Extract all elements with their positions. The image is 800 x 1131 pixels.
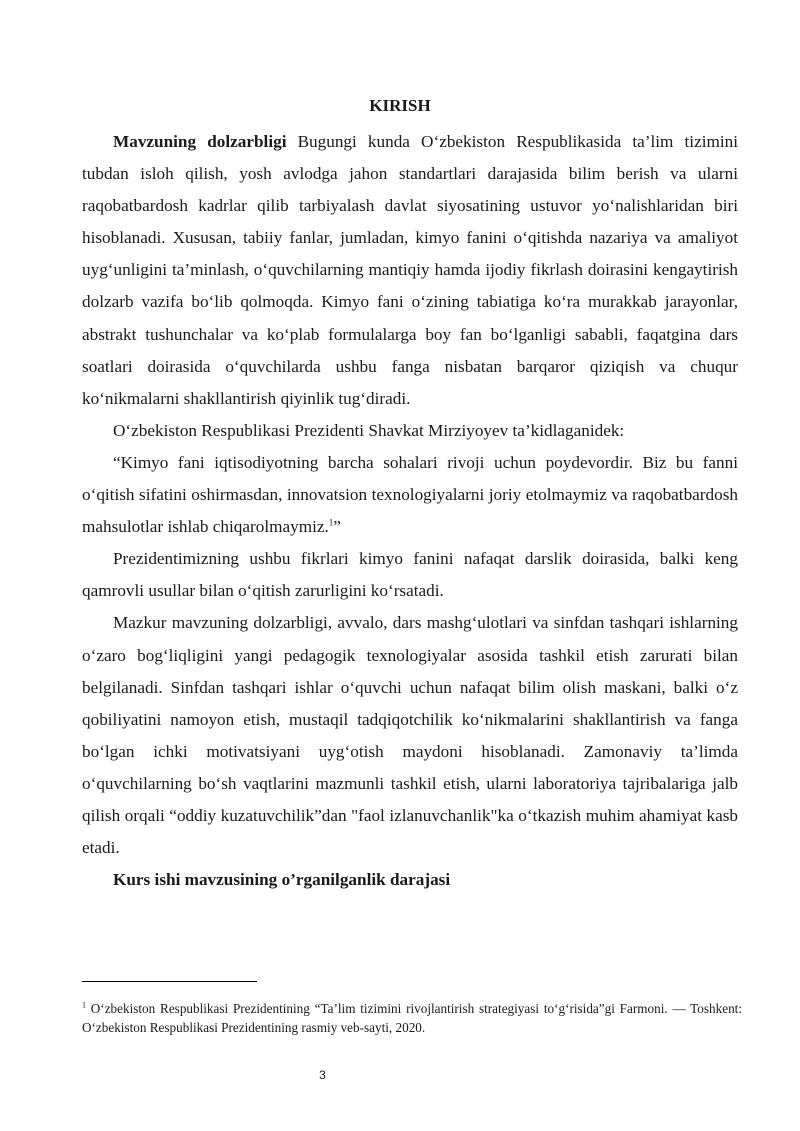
paragraph-president-intro: O‘zbekiston Respublikasi Prezidenti Shavkat Mirziyoyev ta’kidlaganidek: <box>113 420 625 440</box>
paragraph-quote <box>82 447 738 543</box>
paragraph-extracurricular: Mazkur mavzuning dolzarbligi, avvalo, dars mashg‘ulotlari va sinfdan tashqari ishlarning o‘zaro bog‘liqligini yangi pedagogik texnologiyalar asosida tashkil etish zarurati bilan belgilanadi. Sinfdan tashqari ishlar o‘quvchi uchun nafaqat bilim olish maskani, balki o‘z qobiliyatini namoyon etish, mustaqil tadqiqotchilik ko‘nikmalarini shakllantirish va fanga bo‘lgan ichki motivatsiyani uyg‘otish maydoni hisoblanadi. Zamonaviy ta’limda o‘quvchilarning bo‘sh vaqtlarini mazmunli tashkil etish, ularni laboratoriya tajribalariga jalb qilish orqali “oddiy kuzatuvchilik”dan "faol izlanuvchanlik"ka o‘tkazish muhim ahamiyat kasb etadi. <box>82 613 738 858</box>
body-text <box>82 126 738 896</box>
paragraph-president-remarks: Prezidentimizning ushbu fikrlari kimyo fanini nafaqat darslik doirasida, balki keng qamrovli usullar bilan o‘qitish zarurligini ko‘rsatadi. <box>82 549 738 601</box>
footnote-divider <box>82 981 257 982</box>
relevance-text: Bugungi kunda O‘zbekiston Respublikasida ta’lim tizimini tubdan isloh qilish, yosh avlodga jahon standartlari darajasida bilim berish va ularni raqobatbardosh kadrlar qilib tarbiyalash davlat siyosatining ustuvor yo‘nalishlaridan biri hisoblanadi. Xususan, tabiiy fanlar, jumladan, kimyo fanini o‘qitishda nazariya va amaliyot uyg‘unligini ta’minlash, o‘quvchilarning mantiqiy hamda ijodiy fikrlash doirasini kengaytirish dolzarb vazifa bo‘lib qolmoqda. Kimyo fani o‘zining tabiatiga ko‘ra murakkab jarayonlar, abstrakt tushunchalar va ko‘plab formulalarga boy fan bo‘lganligi sababli, faqatgina dars soatlari doirasida o‘quvchilarda ushbu fanga nisbatan barqaror qiziqish va chuqur ko‘nikmalarni shakllantirish qiyinlik tug‘diradi. <box>82 132 738 408</box>
page-number: 3 <box>319 1068 326 1082</box>
section-heading: KIRISH <box>369 96 431 115</box>
footnote-mark: 1 <box>82 1000 86 1010</box>
footnote-text: O‘zbekiston Respublikasi Prezidentining “Ta’lim tizimini rivojlantirish strategiyasi to‘g‘risida”gi Farmoni. — Toshkent: O‘zbekiston Respublikasi Prezidentining rasmiy veb-sayti, 2020. <box>82 1001 742 1035</box>
paragraph-relevance <box>82 126 738 415</box>
quote-text: “Kimyo fani iqtisodiyotning barcha sohalari rivoji uchun poydevordir. Biz bu fanni o‘qitish sifatini oshirmasdan, innovatsion texnologiyalarni joriy etolmaymiz va raqobatbardosh mahsulotlar ishlab chiqarolmaymiz. <box>82 452 738 537</box>
quote-close: ” <box>333 517 341 537</box>
paragraph-subheading <box>82 864 738 896</box>
footnote-ref[interactable]: 1 <box>328 517 334 528</box>
relevance-lead: Mavzuning dolzarbligi <box>113 132 287 151</box>
footnote <box>82 999 742 1037</box>
subheading-text: Kurs ishi mavzusining o’rganilganlik darajasi <box>113 870 451 890</box>
